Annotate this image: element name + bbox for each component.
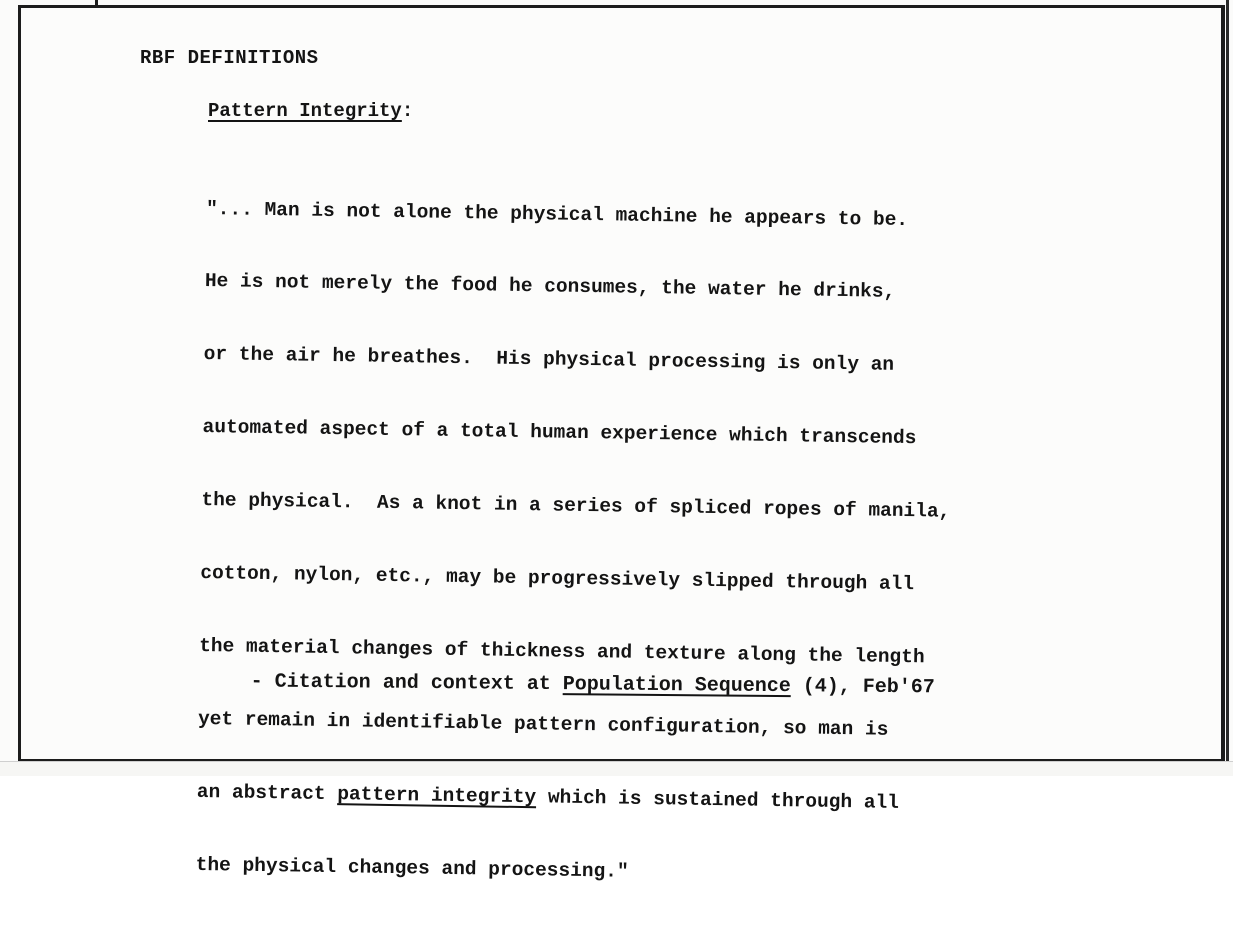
citation-text: - Citation and context at (250, 670, 563, 697)
quote-line: "... Man is not alone the physical machine he appears to be. (205, 197, 909, 231)
quote-line: or the air he breathes. His physical processing is only an (203, 343, 895, 377)
card-right-edge (1226, 0, 1229, 775)
quote-text: which is sustained through all (536, 785, 900, 814)
quote-line: automated aspect of a total human experience which transcends (202, 416, 917, 450)
term-heading (208, 100, 413, 122)
term-colon: : (401, 100, 414, 122)
quote-line: the physical. As a knot in a series of spliced ropes of manila, (201, 489, 951, 523)
citation-text: (4), Feb'67 (790, 675, 935, 700)
quote-line: the physical changes and processing." (195, 853, 629, 883)
quote-line: He is not merely the food he consumes, the water he drinks, (204, 270, 896, 304)
citation-line (202, 647, 935, 722)
quote-text: an abstract (196, 780, 338, 805)
population-sequence-link[interactable]: Population Sequence (562, 673, 791, 699)
definition-quote (195, 148, 1127, 940)
term-title: Pattern Integrity (208, 100, 402, 122)
document-heading: RBF DEFINITIONS (140, 47, 319, 69)
quote-line: the material changes of thickness and texture along the length (199, 634, 925, 669)
pattern-integrity-link[interactable]: pattern integrity (337, 782, 537, 808)
quote-line: yet remain in identifiable pattern configuration, so man is (197, 707, 889, 741)
quote-line: cotton, nylon, etc., may be progressively slipped through all (200, 561, 915, 596)
quote-line-with-term (197, 780, 1117, 819)
